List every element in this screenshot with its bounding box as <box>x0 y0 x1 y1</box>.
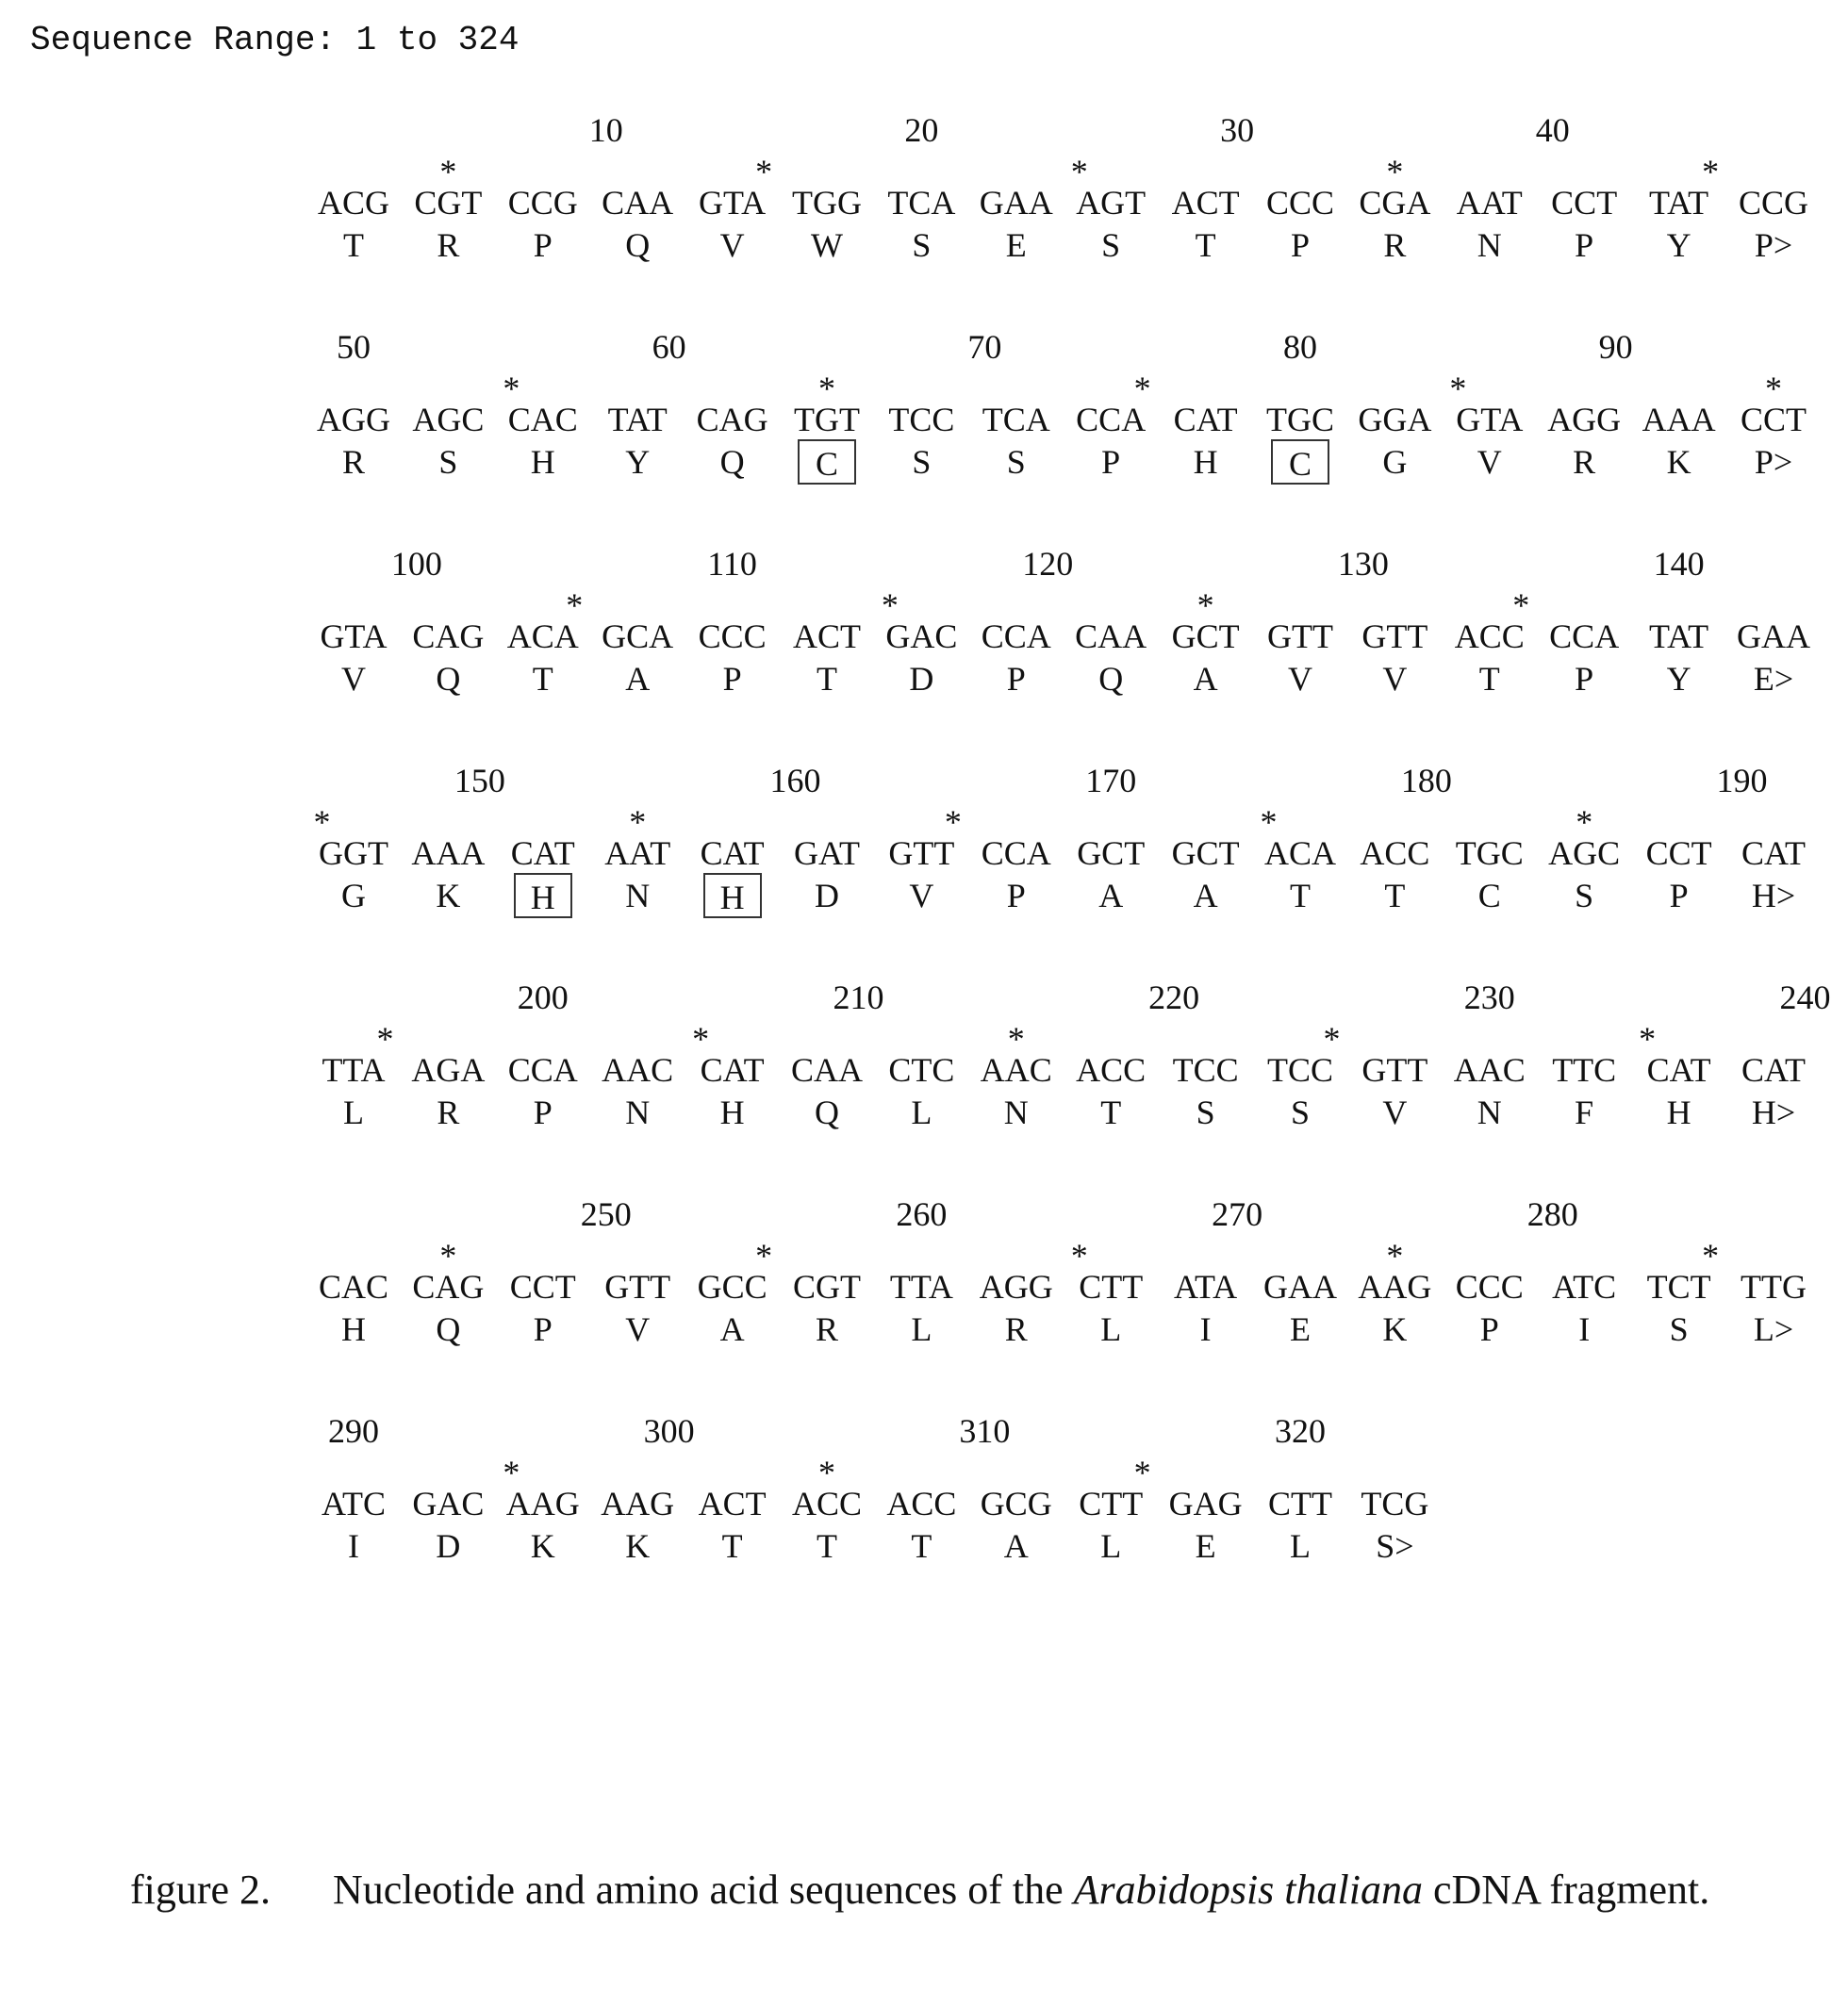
codon: CCT <box>1740 401 1807 438</box>
amino-acid: K <box>436 877 461 914</box>
amino-acid: Q <box>436 660 461 698</box>
tick-star: * <box>1260 803 1278 841</box>
position-number: 20 <box>904 111 939 149</box>
amino-acid: G <box>1382 443 1408 481</box>
amino-acid: T <box>343 226 364 264</box>
amino-acid: R <box>437 226 460 264</box>
position-number: 170 <box>1085 762 1137 799</box>
codon: ATC <box>1552 1268 1617 1306</box>
codon: CAT <box>1646 1051 1711 1089</box>
codon: TGC <box>1266 401 1334 438</box>
codon: CAG <box>412 617 485 655</box>
codon: ACG <box>317 184 389 222</box>
amino-acid: W <box>811 226 843 264</box>
position-number: 210 <box>833 979 884 1016</box>
amino-acid: A <box>625 660 651 698</box>
amino-acid: R <box>1573 443 1596 481</box>
amino-acid: D <box>909 660 934 698</box>
position-number: 240 <box>1779 979 1831 1016</box>
codon: CAT <box>510 834 575 872</box>
tick-star: * <box>1639 1020 1657 1058</box>
amino-acid: Q <box>815 1094 839 1131</box>
amino-acid: Q <box>719 443 745 481</box>
position-number: 90 <box>1598 328 1633 366</box>
codon: GTA <box>699 184 767 222</box>
tick-star: * <box>1512 586 1530 624</box>
amino-acid: T <box>1290 877 1311 914</box>
position-number: 310 <box>959 1412 1011 1450</box>
position-number: 50 <box>337 328 371 366</box>
amino-acid: R <box>1383 226 1407 264</box>
amino-acid: Y <box>1666 226 1691 264</box>
codon: CCT <box>509 1268 576 1306</box>
caption-text <box>333 1867 1848 1914</box>
position-number: 220 <box>1148 979 1200 1016</box>
amino-acid: A <box>1003 1527 1029 1565</box>
codon: GAC <box>412 1485 485 1522</box>
codon: CCC <box>1455 1268 1524 1306</box>
boxed-amino-acid: H <box>703 873 762 918</box>
codon: TAT <box>1649 184 1709 222</box>
tick-star: * <box>1133 370 1151 407</box>
tick-star: * <box>439 153 457 190</box>
codon: CAT <box>700 1051 765 1089</box>
codon: AGG <box>979 1268 1053 1306</box>
amino-acid: R <box>341 443 365 481</box>
amino-acid: I <box>1199 1310 1212 1348</box>
codon: GTT <box>604 1268 671 1306</box>
tick-star: * <box>944 803 962 841</box>
codon: CAA <box>602 184 674 222</box>
codon: GGA <box>1358 401 1432 438</box>
position-number: 30 <box>1220 111 1255 149</box>
amino-acid: S <box>1006 443 1026 481</box>
amino-acid: T <box>721 1527 743 1565</box>
codon: ACA <box>1263 834 1336 872</box>
codon: ACA <box>506 617 579 655</box>
amino-acid: A <box>1193 660 1218 698</box>
amino-acid: R <box>437 1094 460 1131</box>
amino-acid: I <box>1578 1310 1591 1348</box>
amino-acid: H <box>1666 1094 1691 1131</box>
codon: CGT <box>793 1268 861 1306</box>
codon: GAA <box>979 184 1053 222</box>
amino-acid: P <box>722 660 742 698</box>
codon: TGC <box>1455 834 1524 872</box>
amino-acid: R <box>815 1310 838 1348</box>
position-number: 160 <box>769 762 821 799</box>
amino-acid: Q <box>1098 660 1124 698</box>
codon: CTT <box>1079 1268 1144 1306</box>
position-number: 280 <box>1526 1195 1578 1233</box>
amino-acid: P <box>533 226 553 264</box>
codon: GCT <box>1171 834 1240 872</box>
codon: AAT <box>604 834 671 872</box>
codon: CAT <box>1741 1051 1806 1089</box>
codon: CAT <box>1173 401 1238 438</box>
amino-acid: N <box>625 1094 651 1131</box>
codon: CTT <box>1079 1485 1144 1522</box>
amino-acid: H <box>341 1310 366 1348</box>
position-number: 140 <box>1653 545 1705 583</box>
amino-acid: L> <box>1753 1310 1794 1348</box>
position-number: 70 <box>967 328 1002 366</box>
amino-acid: N <box>625 877 651 914</box>
position-number: 40 <box>1535 111 1570 149</box>
position-number: 260 <box>896 1195 948 1233</box>
codon: TCA <box>982 401 1050 438</box>
position-number: 250 <box>580 1195 632 1233</box>
codon: AGA <box>411 1051 486 1089</box>
amino-acid: S <box>1196 1094 1215 1131</box>
codon: TCG <box>1361 1485 1429 1522</box>
codon: TTA <box>889 1268 953 1306</box>
tick-star: * <box>755 153 773 190</box>
position-number: 200 <box>517 979 569 1016</box>
amino-acid: L <box>1100 1310 1122 1348</box>
codon: AAG <box>1358 1268 1432 1306</box>
amino-acid: V <box>909 877 934 914</box>
codon: AAC <box>980 1051 1052 1089</box>
amino-acid: T <box>817 1527 837 1565</box>
amino-acid: P <box>533 1094 553 1131</box>
tick-star: * <box>1007 1020 1025 1058</box>
amino-acid: Q <box>436 1310 461 1348</box>
codon: GCC <box>697 1268 767 1306</box>
amino-acid: T <box>911 1527 932 1565</box>
amino-acid: S <box>1669 1310 1689 1348</box>
codon: AGT <box>1076 184 1147 222</box>
amino-acid: S> <box>1376 1527 1414 1565</box>
codon: TCC <box>1172 1051 1239 1089</box>
tick-star: * <box>1133 1454 1151 1491</box>
codon: AGG <box>1547 401 1622 438</box>
position-number: 60 <box>652 328 686 366</box>
codon: CAT <box>1741 834 1806 872</box>
codon: TGG <box>792 184 862 222</box>
position-number: 180 <box>1400 762 1452 799</box>
tick-star: * <box>1449 370 1467 407</box>
codon: AGC <box>412 401 485 438</box>
tick-star: * <box>566 586 584 624</box>
codon: CTT <box>1268 1485 1332 1522</box>
amino-acid: V <box>341 660 366 698</box>
tick-star: * <box>629 803 647 841</box>
amino-acid: N <box>1477 226 1502 264</box>
position-number: 270 <box>1212 1195 1263 1233</box>
codon: AGC <box>1548 834 1621 872</box>
amino-acid: V <box>1382 1094 1408 1131</box>
tick-star: * <box>1702 1237 1720 1275</box>
amino-acid: T <box>1100 1094 1122 1131</box>
codon: CAT <box>700 834 765 872</box>
boxed-amino-acid: C <box>1271 439 1329 485</box>
codon: TAT <box>1649 617 1709 655</box>
codon: GCT <box>1077 834 1146 872</box>
codon: TTA <box>322 1051 386 1089</box>
amino-acid: T <box>1478 660 1500 698</box>
position-number: 130 <box>1337 545 1389 583</box>
codon: CCG <box>1738 184 1809 222</box>
tick-star: * <box>1196 586 1214 624</box>
amino-acid: P <box>1575 226 1594 264</box>
amino-acid: L <box>911 1094 932 1131</box>
codon: CCT <box>1645 834 1712 872</box>
codon: AAC <box>1453 1051 1526 1089</box>
codon: GTA <box>1456 401 1524 438</box>
amino-acid: T <box>532 660 553 698</box>
codon: TCT <box>1646 1268 1711 1306</box>
amino-acid: S <box>1290 1094 1311 1131</box>
amino-acid: S <box>912 443 932 481</box>
amino-acid: L <box>1100 1527 1122 1565</box>
amino-acid: Y <box>625 443 651 481</box>
tick-star: * <box>503 1454 520 1491</box>
amino-acid: S <box>1101 226 1121 264</box>
codon: CCC <box>1265 184 1335 222</box>
codon: ATC <box>321 1485 386 1522</box>
codon: AAG <box>601 1485 675 1522</box>
codon: GCT <box>1171 617 1240 655</box>
codon: TTC <box>1552 1051 1617 1089</box>
sequence-block <box>0 104 1848 321</box>
codon: CTC <box>888 1051 955 1089</box>
amino-acid: A <box>1193 877 1218 914</box>
tick-star: * <box>1386 1237 1404 1275</box>
tick-star: * <box>1386 153 1404 190</box>
tick-star: * <box>692 1020 710 1058</box>
codon: CGA <box>1359 184 1431 222</box>
codon: GTT <box>888 834 955 872</box>
codon: AAT <box>1456 184 1523 222</box>
position-number: 80 <box>1283 328 1317 366</box>
sequence-range-header: Sequence Range: 1 to 324 <box>30 21 520 59</box>
sequence-block <box>0 537 1848 754</box>
position-number: 190 <box>1716 762 1768 799</box>
amino-acid: S <box>1575 877 1594 914</box>
amino-acid: D <box>436 1527 461 1565</box>
tick-star: * <box>439 1237 457 1275</box>
amino-acid: S <box>438 443 458 481</box>
codon: ACC <box>791 1485 863 1522</box>
amino-acid: E <box>1195 1527 1216 1565</box>
tick-star: * <box>818 370 835 407</box>
amino-acid: P <box>1006 877 1026 914</box>
position-number: 100 <box>390 545 442 583</box>
codon: TTG <box>1741 1268 1807 1306</box>
species-name: Arabidopsis thaliana <box>1073 1867 1423 1913</box>
amino-acid: S <box>912 226 932 264</box>
codon: TCC <box>888 401 955 438</box>
figure-label: figure 2. <box>130 1867 272 1913</box>
codon: CCA <box>1549 617 1620 655</box>
tick-star: * <box>376 1020 394 1058</box>
codon: CCC <box>698 617 767 655</box>
tick-star: * <box>881 586 899 624</box>
codon: GTT <box>1361 617 1428 655</box>
caption-text-start: Nucleotide and amino acid sequences of the <box>333 1867 1074 1913</box>
amino-acid: K <box>625 1527 651 1565</box>
amino-acid: V <box>719 226 745 264</box>
amino-acid: N <box>1477 1094 1502 1131</box>
amino-acid: P> <box>1754 443 1793 481</box>
codon: CCA <box>981 834 1051 872</box>
codon: CCG <box>507 184 578 222</box>
position-number: 290 <box>328 1412 379 1450</box>
amino-acid: D <box>815 877 839 914</box>
codon: CAA <box>1075 617 1147 655</box>
codon: GCA <box>602 617 674 655</box>
codon: GAC <box>885 617 958 655</box>
codon: AAA <box>1642 401 1716 438</box>
codon: CAC <box>507 401 578 438</box>
codon: ACT <box>698 1485 767 1522</box>
tick-star: * <box>1323 1020 1341 1058</box>
codon: AAG <box>505 1485 580 1522</box>
codon: GTA <box>320 617 388 655</box>
amino-acid: E <box>1290 1310 1311 1348</box>
amino-acid: E> <box>1753 660 1794 698</box>
amino-acid: A <box>719 1310 745 1348</box>
amino-acid: P <box>1669 877 1689 914</box>
amino-acid: T <box>817 660 837 698</box>
codon: AAA <box>411 834 486 872</box>
codon: CAC <box>318 1268 389 1306</box>
tick-star: * <box>503 370 520 407</box>
position-number: 230 <box>1463 979 1515 1016</box>
codon: GTT <box>1361 1051 1428 1089</box>
amino-acid: K <box>1382 1310 1408 1348</box>
amino-acid: E <box>1005 226 1027 264</box>
codon: GGT <box>319 834 388 872</box>
codon: ACC <box>1360 834 1430 872</box>
amino-acid: P <box>1575 660 1594 698</box>
amino-acid: H> <box>1751 1094 1796 1131</box>
tick-star: * <box>1070 1237 1088 1275</box>
sequence-block <box>0 754 1848 971</box>
codon: CAG <box>696 401 768 438</box>
codon: TCC <box>1266 1051 1333 1089</box>
amino-acid: L <box>911 1310 932 1348</box>
amino-acid: H <box>1193 443 1218 481</box>
codon: CAG <box>412 1268 485 1306</box>
codon: GCG <box>980 1485 1052 1522</box>
amino-acid: H <box>719 1094 745 1131</box>
tick-star: * <box>1702 153 1720 190</box>
codon: ACC <box>1076 1051 1147 1089</box>
caption-text-end: cDNA fragment. <box>1422 1867 1710 1913</box>
sequence-block <box>0 1188 1848 1405</box>
amino-acid: F <box>1575 1094 1594 1131</box>
codon: CCA <box>507 1051 578 1089</box>
tick-star: * <box>313 803 331 841</box>
sequence-block <box>0 1405 1848 1621</box>
codon: GAT <box>794 834 860 872</box>
codon: GAG <box>1168 1485 1243 1522</box>
amino-acid: K <box>1666 443 1691 481</box>
sequence-block <box>0 971 1848 1188</box>
amino-acid: P <box>533 1310 553 1348</box>
amino-acid: G <box>341 877 366 914</box>
amino-acid: L <box>343 1094 364 1131</box>
codon: ACT <box>793 617 861 655</box>
codon: TGT <box>794 401 860 438</box>
amino-acid: Y <box>1666 660 1691 698</box>
codon: CCT <box>1551 184 1618 222</box>
sequence-block <box>0 321 1848 537</box>
amino-acid: H <box>530 443 555 481</box>
amino-acid: P <box>1290 226 1311 264</box>
amino-acid: A <box>1098 877 1124 914</box>
amino-acid: R <box>1004 1310 1028 1348</box>
amino-acid: V <box>1288 660 1312 698</box>
amino-acid: T <box>1195 226 1216 264</box>
position-number: 10 <box>588 111 623 149</box>
amino-acid: P> <box>1754 226 1793 264</box>
amino-acid: V <box>1382 660 1408 698</box>
codon: AAC <box>602 1051 674 1089</box>
codon: ACC <box>1454 617 1525 655</box>
codon: GAA <box>1263 1268 1337 1306</box>
amino-acid: V <box>1477 443 1502 481</box>
tick-star: * <box>1070 153 1088 190</box>
amino-acid: L <box>1290 1527 1311 1565</box>
tick-star: * <box>818 1454 835 1491</box>
codon: TCA <box>887 184 956 222</box>
tick-star: * <box>1576 803 1593 841</box>
position-number: 320 <box>1275 1412 1326 1450</box>
codon: CCA <box>1076 401 1147 438</box>
amino-acid: V <box>625 1310 651 1348</box>
codon: CGT <box>414 184 483 222</box>
boxed-amino-acid: C <box>798 439 856 485</box>
amino-acid: P <box>1006 660 1026 698</box>
amino-acid: I <box>348 1527 359 1565</box>
amino-acid: H> <box>1751 877 1796 914</box>
amino-acid: T <box>1384 877 1406 914</box>
codon: ACC <box>886 1485 957 1522</box>
tick-star: * <box>755 1237 773 1275</box>
codon: ATA <box>1174 1268 1238 1306</box>
amino-acid: P <box>1479 1310 1499 1348</box>
amino-acid: Q <box>625 226 651 264</box>
codon: TAT <box>607 401 668 438</box>
boxed-amino-acid: H <box>514 873 572 918</box>
codon: ACT <box>1171 184 1240 222</box>
position-number: 150 <box>454 762 505 799</box>
amino-acid: P <box>1101 443 1121 481</box>
codon: CCA <box>981 617 1051 655</box>
codon: AGG <box>317 401 390 438</box>
codon: GTT <box>1267 617 1333 655</box>
amino-acid: N <box>1003 1094 1029 1131</box>
amino-acid: C <box>1477 877 1501 914</box>
amino-acid: K <box>530 1527 555 1565</box>
position-number: 110 <box>707 545 757 583</box>
tick-star: * <box>1765 370 1782 407</box>
position-number: 120 <box>1022 545 1074 583</box>
position-number: 300 <box>643 1412 695 1450</box>
codon: GAA <box>1737 617 1810 655</box>
codon: CAA <box>790 1051 863 1089</box>
